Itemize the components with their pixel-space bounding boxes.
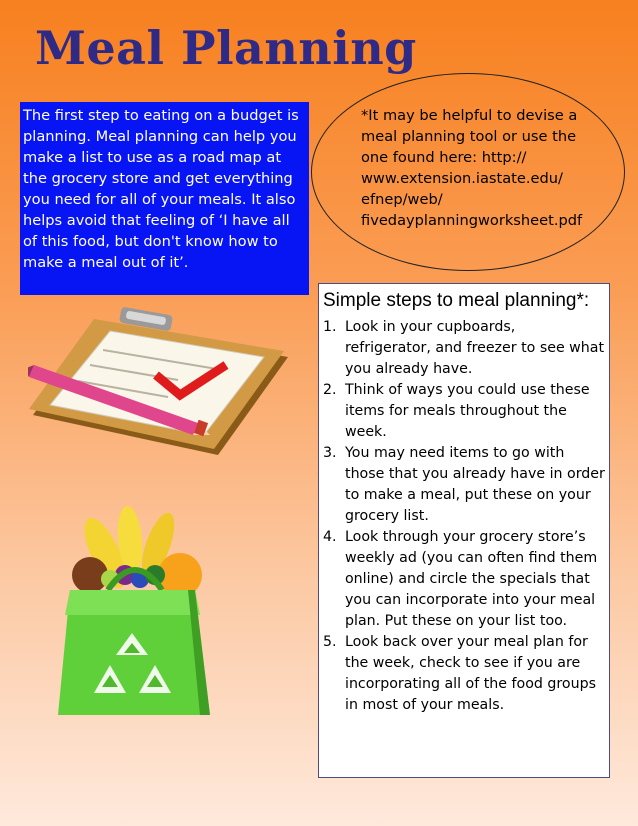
clipboard-checklist-icon (28, 305, 298, 465)
steps-list (323, 317, 605, 716)
intro-box: The first step to eating on a budget is planning. Meal planning can help you make a list to use as a road map at the grocery store and get everything you need for all of your meals. It also helps avoid that feeling of ‘I have all of this food, but don't know how to make a meal out of it’. (20, 102, 309, 295)
list-item: 3. You may need items to go with those that you already have in order to make a meal, put these on your grocery list. (323, 445, 605, 524)
list-item: 5. Look back over your meal plan for the week, check to see if you are incorporating all of the food groups in most of your meals. (323, 634, 597, 713)
list-item: 4. Look through your grocery store’s weekly ad (you can often find them online) and circle the specials that you can incorporate into your meal plan. Put these on your list too. (323, 529, 598, 629)
note-text: *It may be helpful to devise a meal planning tool or use the one found here: http:// www.extension.iastate.edu/ efnep/web/ fivedayplanningworksheet.pdf (361, 107, 583, 229)
list-item: 2. Think of ways you could use these items for meals throughout the week. (323, 382, 590, 440)
steps-box (318, 283, 610, 778)
recycle-grocery-bag-icon (50, 505, 225, 720)
steps-heading: Simple steps to meal planning*: (323, 290, 590, 311)
list-item: 1. Look in your cupboards, refrigerator, and freezer to see what you already have. (323, 319, 605, 377)
page-title: Meal Planning (35, 21, 417, 75)
